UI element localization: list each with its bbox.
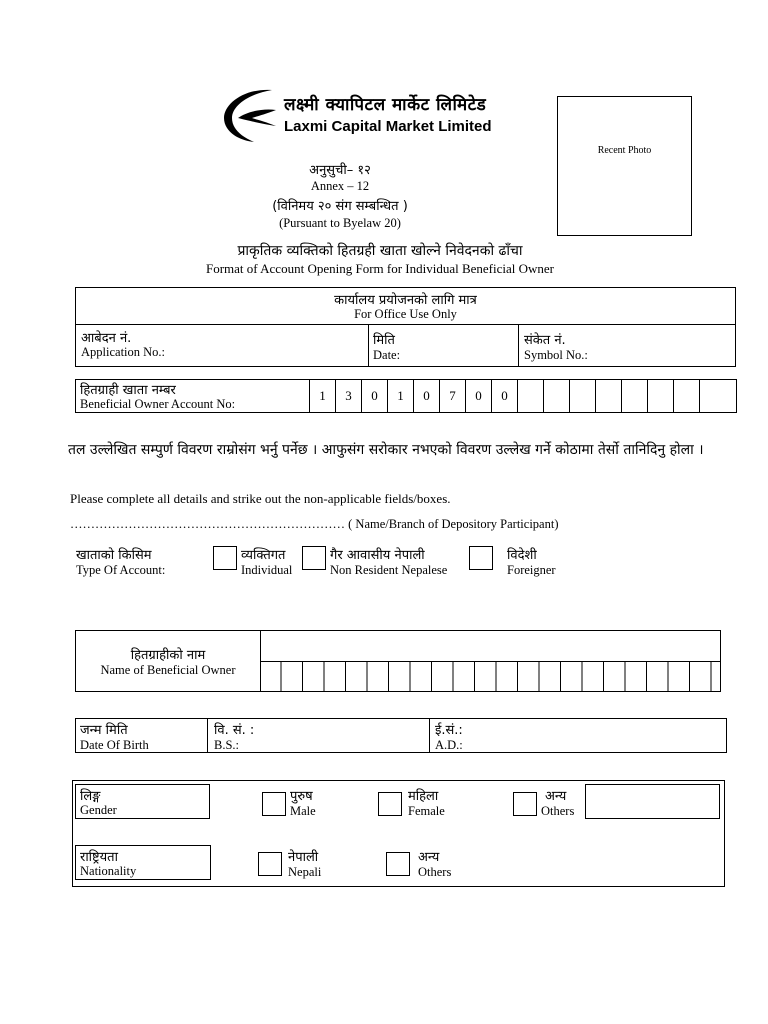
nepali-label-en: Nepali [288, 865, 322, 879]
male-label-en: Male [290, 804, 316, 818]
male-checkbox[interactable] [262, 792, 286, 816]
form-title-np: प्राकृतिक व्यक्तिको हितग्रही खाता खोल्ने निवेदनको ढाँचा [237, 243, 523, 259]
bo-digit-cell[interactable] [543, 380, 569, 412]
symbol-label-np: संकेत नं. [524, 333, 566, 348]
company-name-np: लक्ष्मी क्यापिटल मार्केट लिमिटेड [284, 95, 487, 115]
individual-checkbox[interactable] [213, 546, 237, 570]
foreigner-label-en: Foreigner [507, 563, 556, 577]
individual-label-np: व्यक्तिगत [241, 548, 286, 563]
instructions-np: तल उल्लेखित सम्पुर्ण विवरण राम्रोसंग भर्नु पर्नेछ । आफुसंग सरोकार नभएको विवरण उल्लेख गर्ने कोठामा तेर्सो तानिदिनु होला । [68, 442, 704, 458]
nationality-label-box [75, 845, 211, 880]
dob-ad-field[interactable] [486, 721, 722, 750]
instructions-en: Please complete all details and strike out the non-applicable fields/boxes. [70, 491, 451, 506]
annex-en: Annex – 12 [310, 179, 370, 193]
application-label-en: Application No.: [81, 345, 166, 359]
symbol-label-en: Symbol No.: [524, 348, 588, 362]
bo-digit-cell[interactable] [673, 380, 699, 412]
bo-digit-cell[interactable]: 0 [491, 380, 517, 412]
female-label-en: Female [408, 804, 445, 818]
dob-ad-label-en: A.D.: [435, 738, 463, 752]
nepali-checkbox[interactable] [258, 852, 282, 876]
dob-ad-label-np: ई.सं.: [435, 723, 463, 738]
bo-digit-cell[interactable] [699, 380, 736, 412]
nationality-label-en: Nationality [80, 864, 137, 878]
byelaw-en: (Pursuant to Byelaw 20) [279, 216, 401, 230]
gender-label-np: लिङ्ग [80, 789, 101, 804]
gender-others-checkbox[interactable] [513, 792, 537, 816]
dob-label-np: जन्म मिति [80, 723, 128, 738]
dob-label-en: Date Of Birth [80, 738, 149, 752]
bo-digit-cell[interactable] [569, 380, 595, 412]
nationality-others-checkbox[interactable] [386, 852, 410, 876]
female-checkbox[interactable] [378, 792, 402, 816]
photo-label: Recent Photo [597, 145, 652, 156]
individual-label-en: Individual [241, 563, 293, 577]
foreigner-label-np: विदेशी [507, 548, 537, 563]
beneficial-name-box [75, 630, 721, 692]
application-label-np: आबेदन नं. [81, 331, 132, 346]
dp-name-label: ( Name/Branch of Depository Participant) [348, 517, 559, 531]
nationality-others-label-np: अन्य [418, 850, 440, 865]
female-label-np: महिला [408, 789, 439, 804]
bo-digit-cell[interactable]: 0 [361, 380, 387, 412]
bo-digit-cell[interactable]: 1 [387, 380, 413, 412]
non-resident-checkbox[interactable] [302, 546, 326, 570]
nationality-label-np: राष्ट्रियता [80, 850, 118, 865]
bo-account-cells [309, 380, 736, 412]
company-logo [222, 86, 282, 146]
photo-box[interactable] [557, 96, 692, 236]
bo-digit-cell[interactable]: 1 [309, 380, 335, 412]
non-resident-label-np: गैर आवासीय नेपाली [330, 548, 425, 563]
date-label-en: Date: [373, 348, 401, 362]
bo-digit-cell[interactable]: 3 [335, 380, 361, 412]
bo-digit-cell[interactable] [595, 380, 621, 412]
beneficial-name-label-np: हितग्राहीको नाम [130, 648, 206, 663]
bo-account-label-np: हितग्राही खाता नम्बर [80, 383, 176, 398]
bo-account-label-en: Beneficial Owner Account No: [80, 397, 236, 411]
dob-bs-field[interactable] [276, 721, 426, 750]
gender-others-label-np: अन्य [545, 789, 567, 804]
bo-account-box [75, 379, 737, 413]
gender-label-en: Gender [80, 803, 117, 817]
bo-digit-cell[interactable] [621, 380, 647, 412]
form-title-en: Format of Account Opening Form for Individual Beneficial Owner [205, 261, 555, 276]
dp-name-line[interactable] [70, 517, 558, 532]
dob-box [75, 718, 727, 753]
nationality-others-label-en: Others [418, 865, 452, 879]
beneficial-name-input-area[interactable] [260, 631, 720, 691]
dob-bs-label-np: वि. सं. : [214, 723, 255, 738]
annex-np: अनुसुची– १२ [309, 163, 371, 178]
bo-digit-cell[interactable]: 0 [465, 380, 491, 412]
dp-name-dots: ………………………………………………………… [70, 517, 345, 531]
bo-digit-cell[interactable]: 7 [439, 380, 465, 412]
company-name-en: Laxmi Capital Market Limited [284, 118, 492, 135]
logo-mark-icon [222, 86, 282, 146]
byelaw-np: (विनिमय २० संग सम्बन्धित ) [272, 199, 408, 214]
foreigner-checkbox[interactable] [469, 546, 493, 570]
bo-digit-cell[interactable] [647, 380, 673, 412]
gender-others-field[interactable] [585, 784, 720, 819]
bo-digit-cell[interactable]: 0 [413, 380, 439, 412]
account-type-label-en: Type Of Account: [76, 563, 166, 577]
beneficial-name-label-en: Name of Beneficial Owner [100, 663, 236, 677]
gender-label-box [75, 784, 210, 819]
office-use-title-np: कार्यालय प्रयोजनको लागि मात्र [334, 293, 477, 308]
office-use-box [75, 287, 736, 367]
date-label-np: मिति [373, 333, 395, 348]
non-resident-label-en: Non Resident Nepalese [330, 563, 448, 577]
bo-digit-cell[interactable] [517, 380, 543, 412]
male-label-np: पुरुष [290, 789, 313, 804]
office-use-title-en: For Office Use Only [354, 307, 457, 321]
account-type-label-np: खाताको किसिम [76, 548, 152, 563]
gender-others-label-en: Others [541, 804, 575, 818]
dob-bs-label-en: B.S.: [214, 738, 240, 752]
nepali-label-np: नेपाली [288, 850, 319, 865]
